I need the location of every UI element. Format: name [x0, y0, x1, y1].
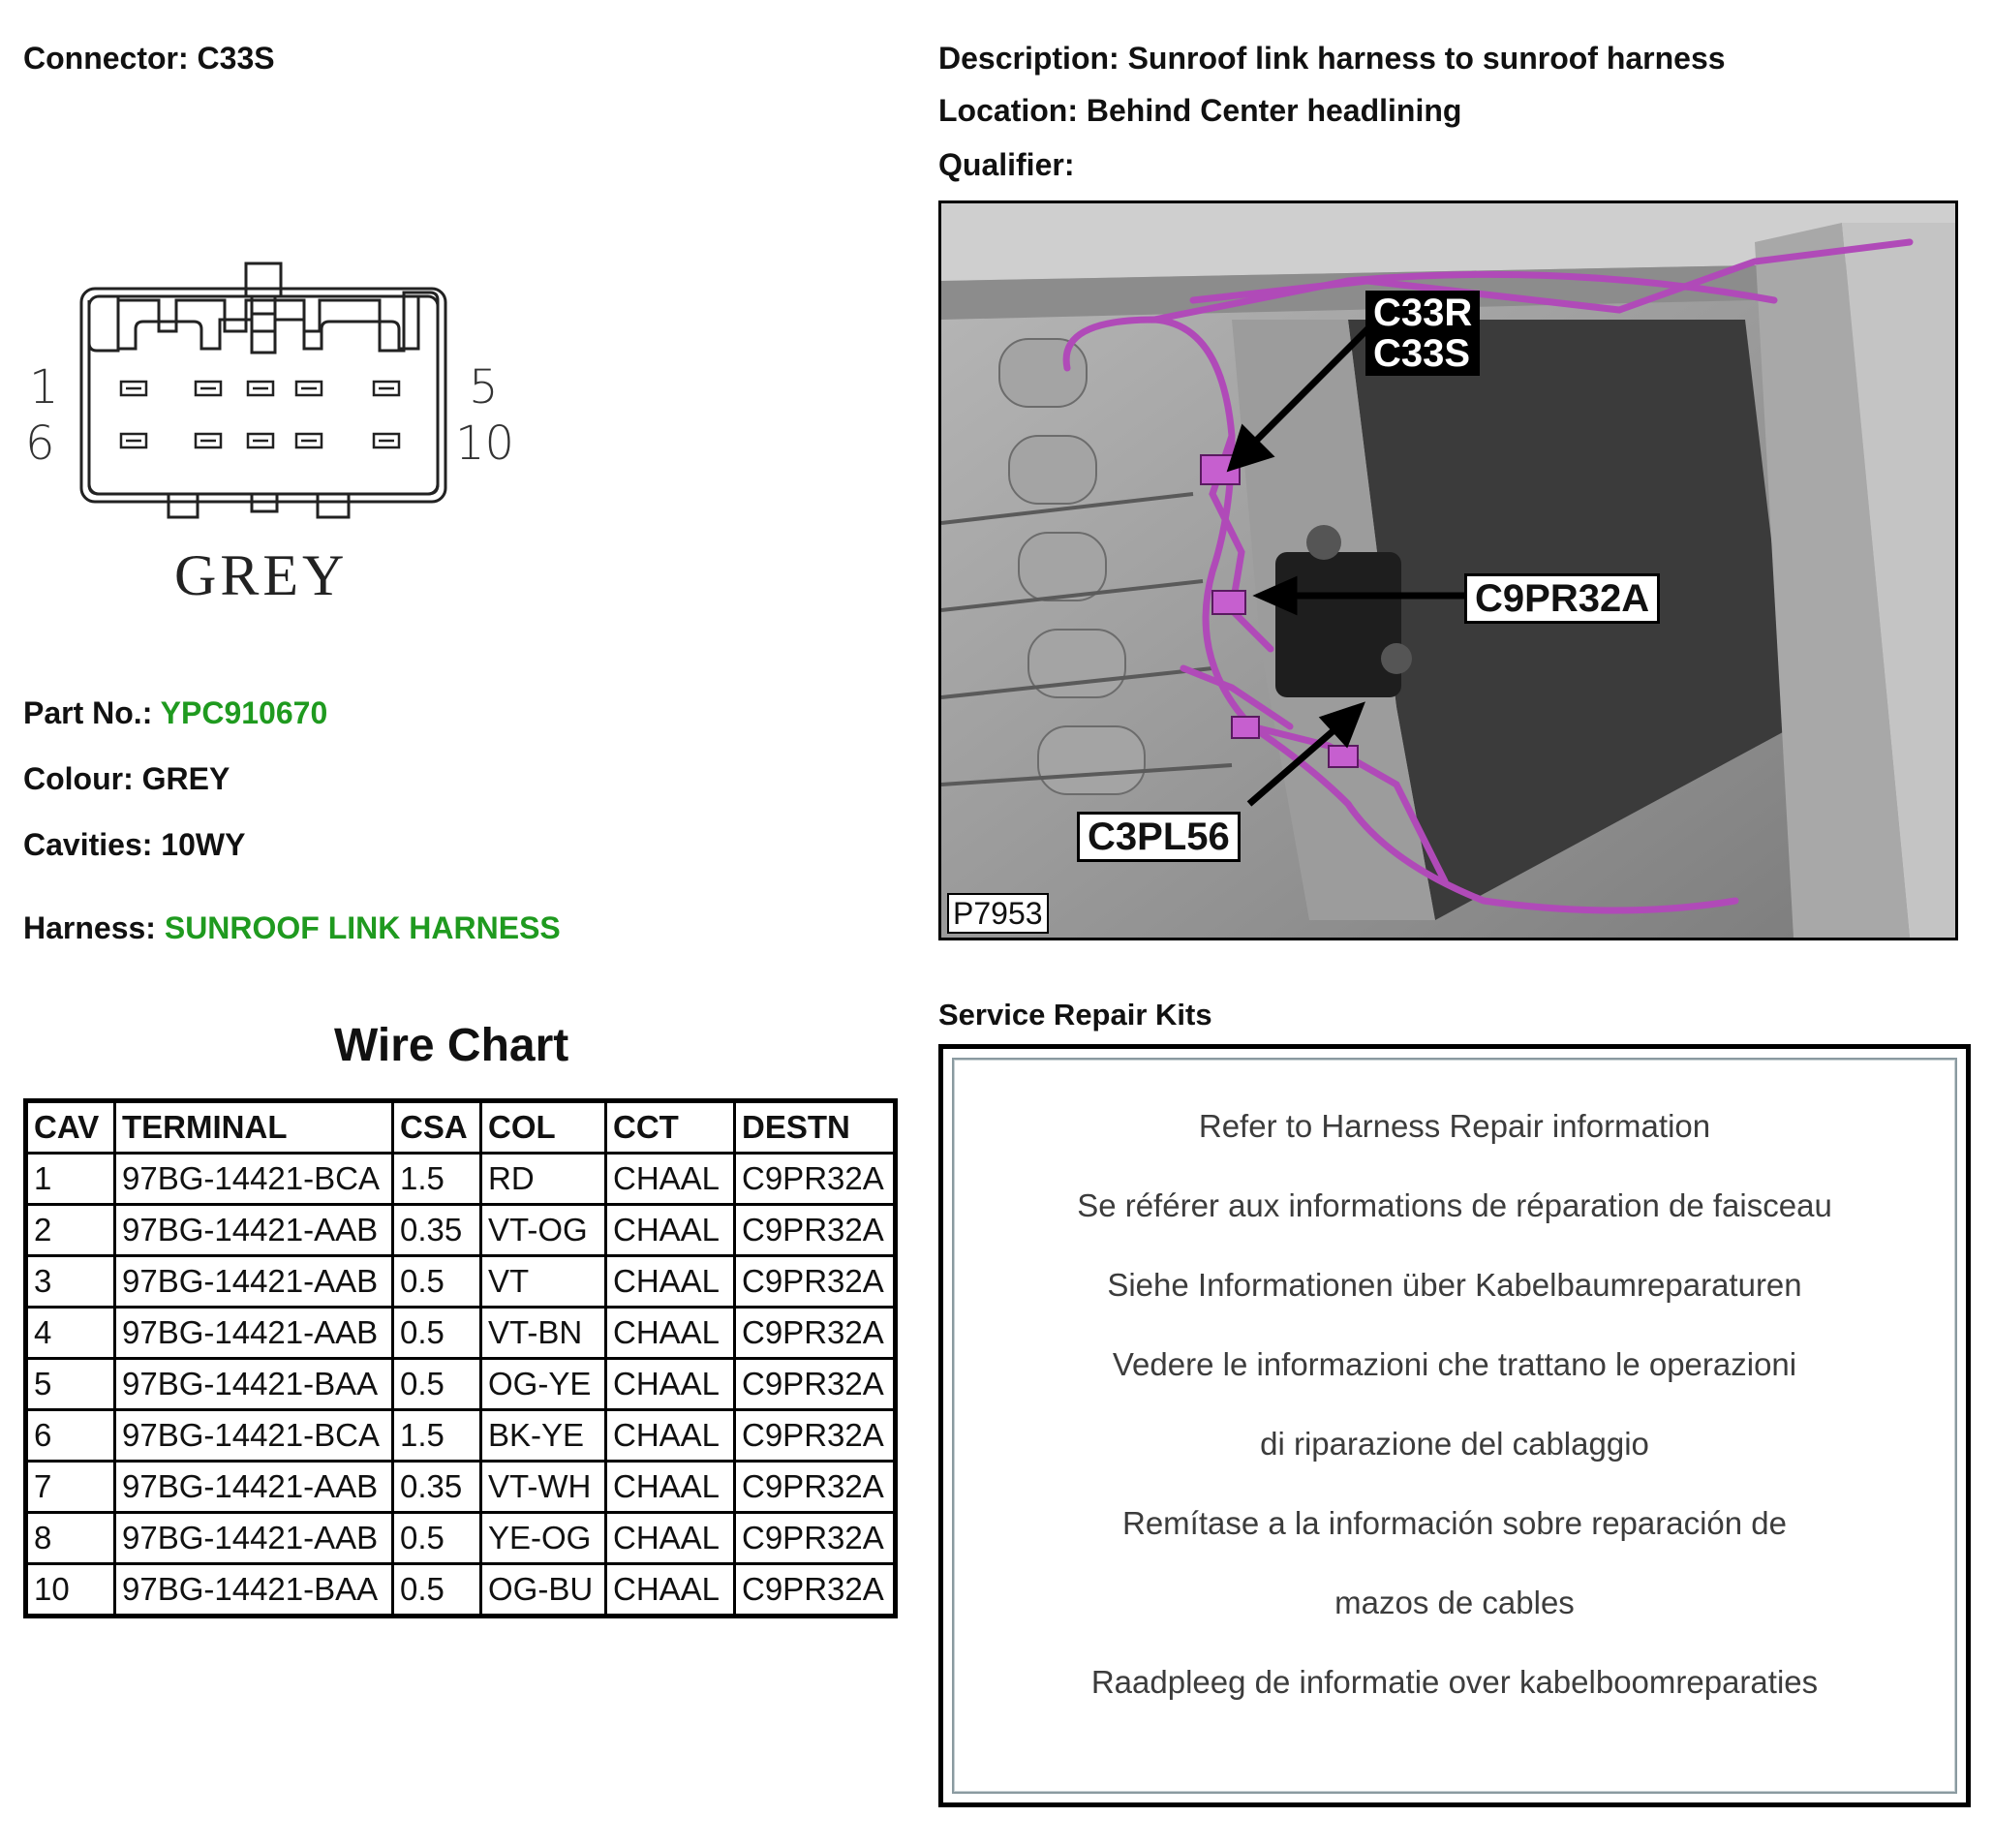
cell-terminal: 97BG-14421-BCA [115, 1154, 393, 1205]
cell-col: VT-BN [481, 1308, 606, 1359]
col-header-destn: DESTN [735, 1101, 896, 1154]
cell-cav: 4 [26, 1308, 115, 1359]
kit-line: Siehe Informationen über Kabelbaumreparaturen [1107, 1267, 1802, 1303]
cavities-label: Cavities: [23, 827, 153, 862]
harness-link[interactable]: SUNROOF LINK HARNESS [164, 910, 561, 945]
service-repair-kits-inner [952, 1058, 1957, 1794]
cell-col: OG-YE [481, 1359, 606, 1410]
qualifier-heading [938, 147, 1074, 183]
cell-destn: C9PR32A [735, 1513, 896, 1564]
cell-col: BK-YE [481, 1410, 606, 1462]
table-row [26, 1308, 896, 1359]
cell-cct: CHAAL [606, 1256, 735, 1308]
kit-line: di riparazione del cablaggio [1260, 1426, 1649, 1462]
location-label: Location: [938, 93, 1078, 128]
wire-chart-header-row [26, 1101, 896, 1154]
cell-cav: 5 [26, 1359, 115, 1410]
pin-label-5: 5 [469, 360, 499, 415]
connector-value: C33S [197, 41, 275, 76]
callout-c33s: C33S [1373, 332, 1471, 375]
connector-face-diagram [21, 262, 525, 620]
qualifier-label: Qualifier: [938, 147, 1075, 182]
cell-col: VT-OG [481, 1205, 606, 1256]
kit-line: Remítase a la información sobre reparación de [1121, 1505, 1788, 1541]
table-row [26, 1205, 896, 1256]
cell-terminal: 97BG-14421-AAB [115, 1513, 393, 1564]
wire-chart-body [26, 1154, 896, 1617]
cell-csa: 0.5 [393, 1513, 481, 1564]
cell-terminal: 97BG-14421-AAB [115, 1256, 393, 1308]
callout-c33r: C33R [1373, 292, 1473, 334]
cell-terminal: 97BG-14421-BCA [115, 1410, 393, 1462]
pin-label-1: 1 [29, 360, 59, 415]
callout-c9pr32a: C9PR32A [1464, 573, 1660, 624]
cell-col: VT-WH [481, 1462, 606, 1513]
description-value: Sunroof link harness to sunroof harness [1127, 41, 1726, 76]
kit-line: Raadpleeg de informatie over kabelboomreparaties [1090, 1664, 1819, 1700]
description-label: Description: [938, 41, 1119, 76]
cell-destn: C9PR32A [735, 1359, 896, 1410]
cell-terminal: 97BG-14421-AAB [115, 1462, 393, 1513]
cell-terminal: 97BG-14421-AAB [115, 1205, 393, 1256]
location-image [938, 200, 1958, 940]
col-header-cct: CCT [606, 1101, 735, 1154]
cell-cct: CHAAL [606, 1564, 735, 1617]
cell-cct: CHAAL [606, 1308, 735, 1359]
cell-csa: 0.5 [393, 1256, 481, 1308]
cell-csa: 0.5 [393, 1564, 481, 1617]
cell-terminal: 97BG-14421-BAA [115, 1359, 393, 1410]
col-header-col: COL [481, 1101, 606, 1154]
colour-label: Colour: [23, 761, 134, 796]
connector-colour-text: GREY [174, 543, 349, 607]
table-row [26, 1513, 896, 1564]
kit-line: mazos de cables [1334, 1585, 1575, 1620]
kit-line: Refer to Harness Repair information [1198, 1108, 1711, 1144]
location-value: Behind Center headlining [1086, 93, 1462, 128]
cell-csa: 1.5 [393, 1410, 481, 1462]
cell-cct: CHAAL [606, 1513, 735, 1564]
connector-label: Connector: [23, 41, 189, 76]
part-number [23, 695, 327, 731]
description-heading [938, 41, 1726, 77]
service-repair-kits-box [938, 1044, 1971, 1807]
cell-destn: C9PR32A [735, 1205, 896, 1256]
image-code: P7953 [947, 893, 1049, 934]
cell-terminal: 97BG-14421-BAA [115, 1564, 393, 1617]
wire-chart-table [23, 1098, 898, 1618]
cell-destn: C9PR32A [735, 1154, 896, 1205]
harness-detail [23, 910, 561, 946]
cell-csa: 0.35 [393, 1205, 481, 1256]
cell-cav: 7 [26, 1462, 115, 1513]
table-row [26, 1256, 896, 1308]
kit-line: Vedere le informazioni che trattano le operazioni [1112, 1346, 1797, 1382]
cell-csa: 1.5 [393, 1154, 481, 1205]
cell-cct: CHAAL [606, 1410, 735, 1462]
harness-label: Harness: [23, 910, 156, 945]
part-number-link[interactable]: YPC910670 [160, 695, 328, 730]
cell-csa: 0.5 [393, 1308, 481, 1359]
cell-destn: C9PR32A [735, 1462, 896, 1513]
callout-c3pl56: C3PL56 [1077, 812, 1241, 862]
cell-cav: 10 [26, 1564, 115, 1617]
table-row [26, 1564, 896, 1617]
colour-value: GREY [141, 761, 230, 796]
cell-terminal: 97BG-14421-AAB [115, 1308, 393, 1359]
cell-cct: CHAAL [606, 1359, 735, 1410]
cell-destn: C9PR32A [735, 1564, 896, 1617]
table-row [26, 1410, 896, 1462]
cell-col: RD [481, 1154, 606, 1205]
kit-line: Se référer aux informations de réparation de faisceau [1077, 1187, 1832, 1223]
pin-label-6: 6 [25, 416, 55, 471]
cell-csa: 0.5 [393, 1359, 481, 1410]
cell-col: YE-OG [481, 1513, 606, 1564]
wire-chart-title: Wire Chart [334, 1020, 569, 1071]
col-header-cav: CAV [26, 1101, 115, 1154]
cell-col: OG-BU [481, 1564, 606, 1617]
cell-cav: 6 [26, 1410, 115, 1462]
table-row [26, 1359, 896, 1410]
cell-col: VT [481, 1256, 606, 1308]
col-header-terminal: TERMINAL [115, 1101, 393, 1154]
cavities-value: 10WY [161, 827, 246, 862]
cell-cct: CHAAL [606, 1154, 735, 1205]
callout-c33r-c33s [1365, 291, 1480, 376]
table-row [26, 1462, 896, 1513]
cell-cct: CHAAL [606, 1462, 735, 1513]
cell-cct: CHAAL [606, 1205, 735, 1256]
connector-heading [23, 41, 275, 77]
table-row [26, 1154, 896, 1205]
part-number-label: Part No.: [23, 695, 153, 730]
cell-cav: 1 [26, 1154, 115, 1205]
cell-destn: C9PR32A [735, 1308, 896, 1359]
colour-detail [23, 761, 230, 797]
cell-cav: 2 [26, 1205, 115, 1256]
cavities-detail [23, 827, 245, 863]
col-header-csa: CSA [393, 1101, 481, 1154]
service-repair-kits-title: Service Repair Kits [938, 998, 1212, 1032]
location-heading [938, 93, 1461, 129]
cell-cav: 8 [26, 1513, 115, 1564]
cell-cav: 3 [26, 1256, 115, 1308]
pin-label-10: 10 [455, 416, 515, 471]
cell-csa: 0.35 [393, 1462, 481, 1513]
cell-destn: C9PR32A [735, 1410, 896, 1462]
cell-destn: C9PR32A [735, 1256, 896, 1308]
